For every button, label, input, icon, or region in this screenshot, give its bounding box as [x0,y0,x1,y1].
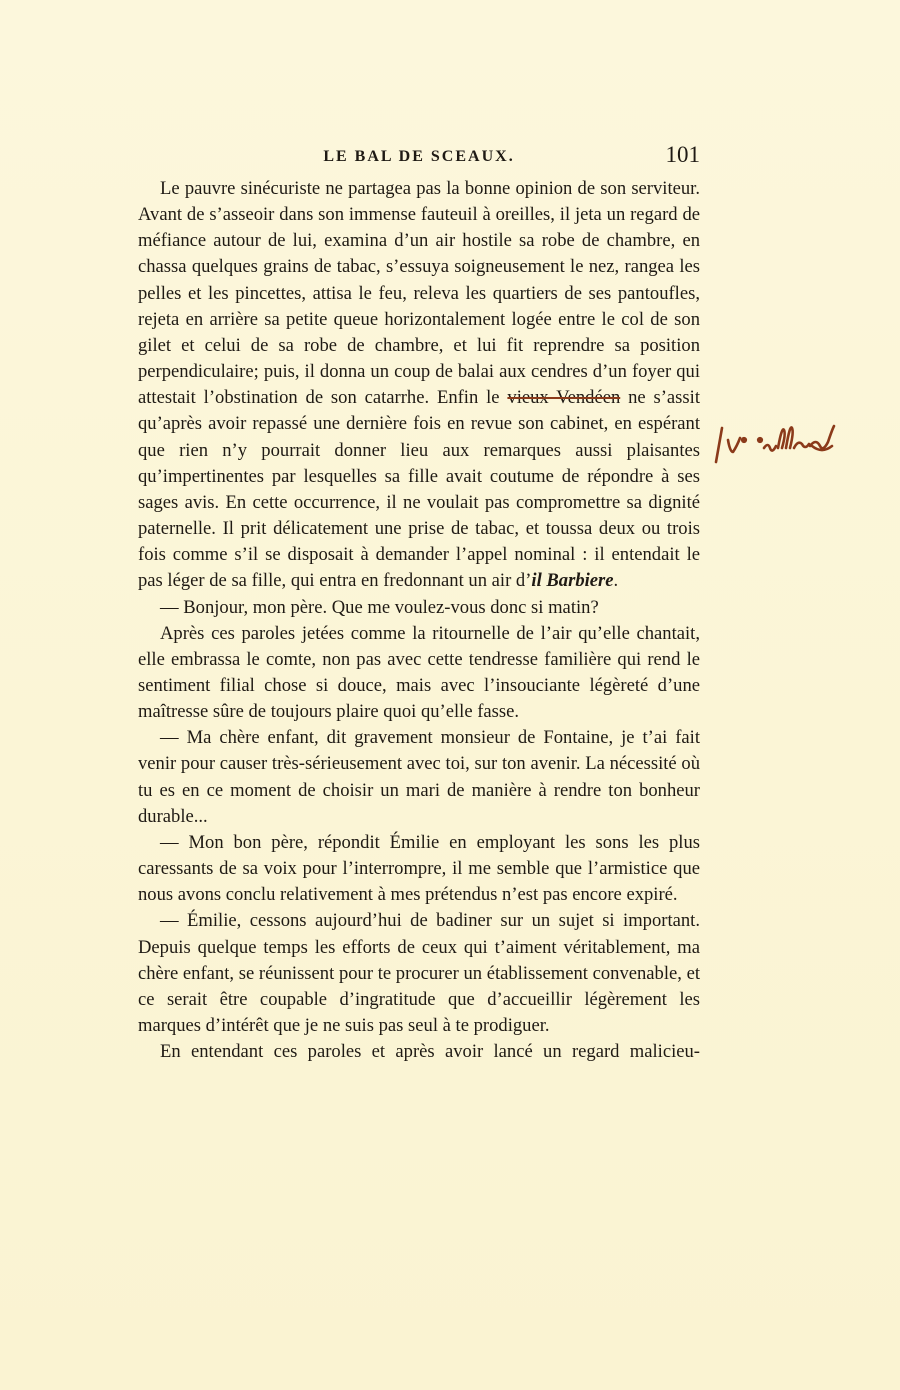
handwritten-margin-note [706,418,846,466]
paragraph-1-end: . [613,570,619,592]
paragraph-7: En entendant ces paroles et après avoir lancé un regard malicieu- [160,1041,700,1063]
paragraph-3: Après ces paroles jetées comme la ritournelle de l’air qu’elle chantait, elle embrassa le comte, non pas avec cette tendresse familière qui rend le sentiment filial chose si douce, mais avec l’insouciante légèreté d’une maîtresse sûre de toujours plaire quoi qu’elle fasse. [138,622,700,723]
running-title: LE BAL DE SCEAUX. [323,148,515,165]
page-header [138,142,700,170]
body-text [138,176,700,1065]
paragraph-1-text-b: ne s’assit qu’après avoir repassé une dernière fois en revue son cabinet, en espérant que rien n’y pourrait donner lieu aux remarques aussi plaisantes qu’impertinentes par lesquelles sa fille avait coutume de répondre à ses sages avis. En cette occurrence, il ne voulait pas compromettre sa dignité paternelle. Il prit délicatement une prise de tabac, et toussa deux ou trois fois comme s’il se disposait à demander l’appel nominal : il entendait le pas léger de sa fille, qui entra en fredonnant un air d’ [138,387,700,592]
page-number: 101 [665,142,700,167]
opera-title: il Barbiere [531,570,614,592]
struck-phrase: vieux Vendéen [507,387,621,409]
paragraph-2: — Bonjour, mon père. Que me voulez-vous donc si matin? [160,596,599,618]
handwriting-correction [706,418,846,466]
paragraph-6: — Émilie, cessons aujourd’hui de badiner sur un sujet si important. Depuis quelque temps les efforts de ceux qui t’aiment véritablement, ma chère enfant, se réunissent pour te procurer un établissement convenable, et ce serait être coupable d’ingratitude que d’accueillir légèrement les marques d’intérêt que je ne suis pas seul à te prodiguer. [138,910,700,1036]
paragraph-4: — Ma chère enfant, dit gravement monsieur de Fontaine, je t’ai fait venir pour causer très-sérieusement avec toi, sur ton avenir. La nécessité où tu es en ce moment de choisir un mari de manière à rendre ton bonheur durable... [138,727,700,827]
paragraph-5: — Mon bon père, répondit Émilie en employant les sons les plus caressants de sa voix pour l’interrompre, il me semble que l’armistice que nous avons conclu relativement à mes prétendus n’est pas encore expiré. [138,831,700,906]
paragraph-1 [138,176,700,595]
paragraph-1-text-a: Le pauvre sinécuriste ne partagea pas la bonne opinion de son serviteur. Avant de s’asseoir dans son immense fauteuil à oreilles, il jeta un regard de méfiance autour de lui, examina d’un air hostile sa robe de chambre, en chassa quelques grains de tabac, s’essuya soigneusement le nez, rangea les pelles et les pincettes, attisa le feu, releva les quartiers de ses pantoufles, rejeta en arrière sa petite queue horizontalement logée entre le col de son gilet et celui de sa robe de chambre, et lui fit reprendre sa position perpendiculaire; puis, il donna un coup de balai aux cendres d’un foyer qui attestait l’obstination de son catarrhe. Enfin le [138,178,700,409]
